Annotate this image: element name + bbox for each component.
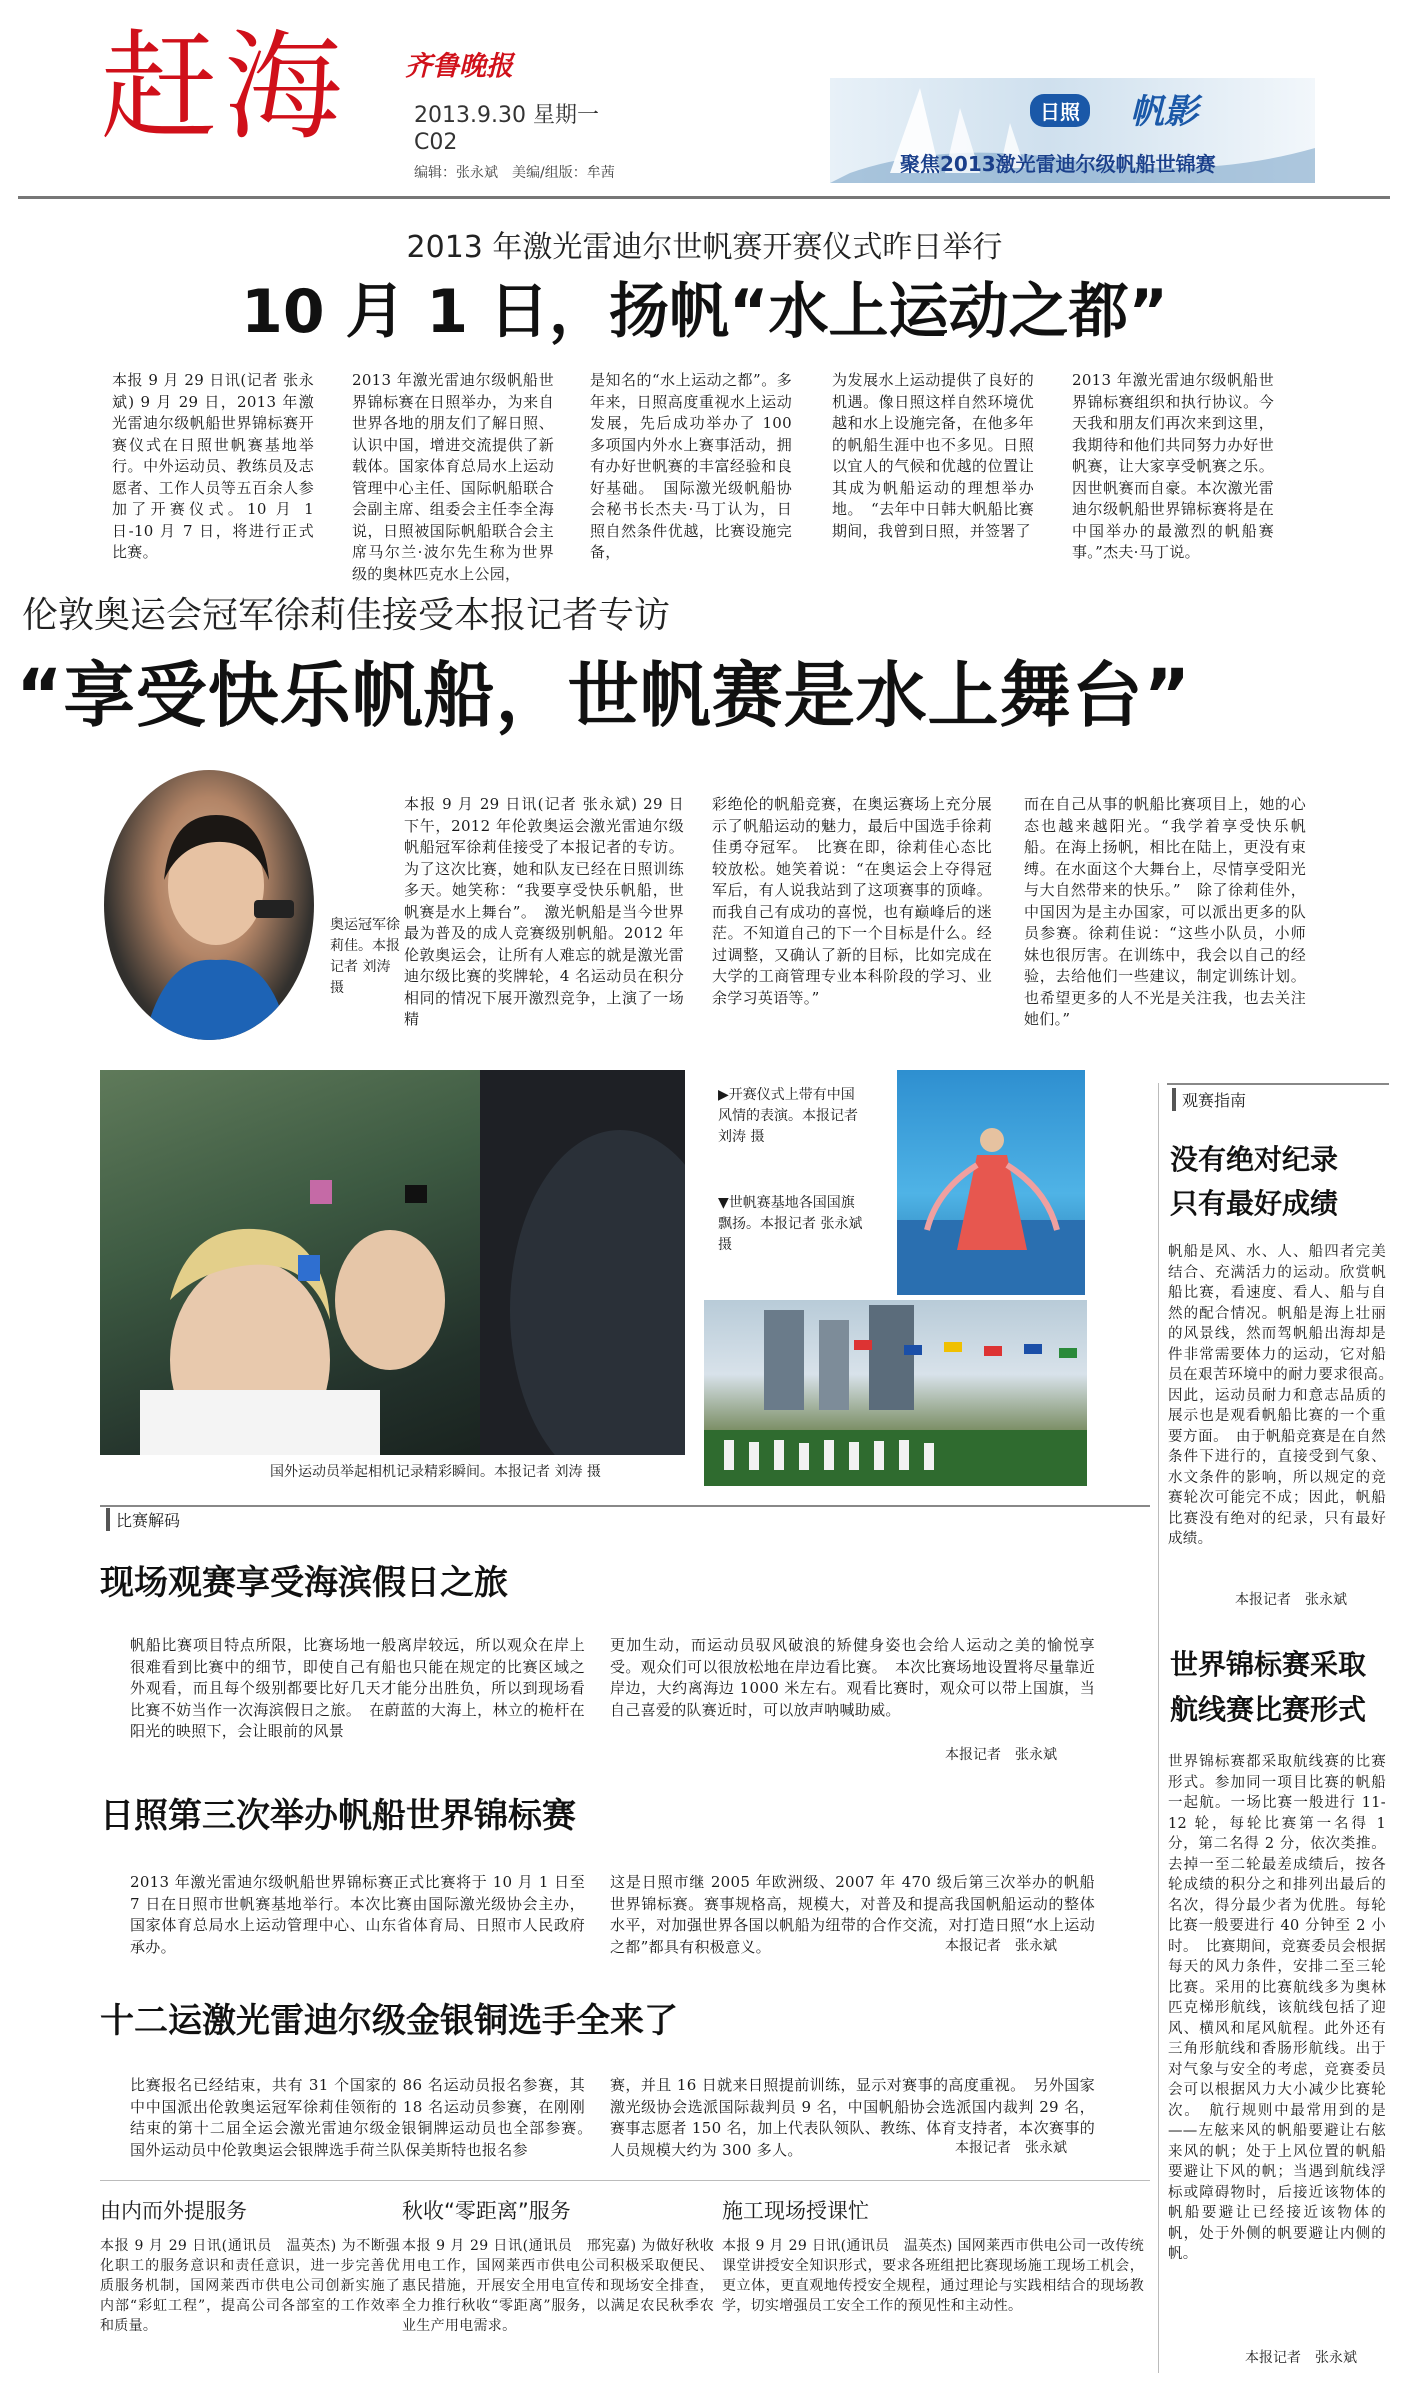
- photo-scene-icon: [100, 1070, 685, 1455]
- paper-logo: 齐鲁晚报: [405, 51, 513, 82]
- badge-rizhao: 日照: [1030, 94, 1090, 127]
- article1-kicker: 2013 年激光雷迪尔世帆赛开赛仪式昨日举行: [406, 230, 1003, 265]
- decode-s2-right: 这是日照市继 2005 年欧洲级、2007 年 470 级后第三次举办的帆船世界锦标赛。赛事规格高，规模大，对普及和提高我国帆船运动的整体水平，对加强世界各国以帆船为纽带的合作交流，对打造日照“水上运动之都”都具有积极意义。: [610, 1873, 1095, 1956]
- focus-line: 聚焦2013激光雷迪尔级帆船世锦赛: [900, 152, 1216, 176]
- badge-fanying: 帆影: [1130, 92, 1198, 132]
- flags-scene-icon: [704, 1300, 1087, 1486]
- masthead-banner: [830, 78, 1315, 183]
- section-title: 赶海: [100, 18, 349, 156]
- guide-byline-1: 本报记者 张永斌: [1235, 1592, 1347, 1608]
- brief-2-title: 秋收“零距离”服务: [402, 2199, 571, 2223]
- decode-s3-right: 赛，并且 16 日就来日照提前训练，显示对赛事的高度重视。 另外国家激光级协会选派国际裁判员 9 名，中国帆船协会选派国内裁判 29 名，赛事志愿者 150 名，加上代表队领队、教练、体育支持者，本次赛事的人员规模大约为 300 多人。: [610, 2076, 1095, 2159]
- article1-col-2: 2013 年激光雷迪尔级帆船世界锦标赛在日照举办，为来自世界各地的朋友们了解日照、认识中国，增进交流提供了新载体。国家体育总局水上运动管理中心主任、国际帆船联合会副主席、组委会主任李全海说，日照被国际帆船联合会主席马尔兰·波尔先生称为世界级的奥林匹克水上公园，: [352, 371, 554, 583]
- brief-1-title: 由内而外提服务: [100, 2199, 247, 2223]
- sidebar-divider: [1158, 1083, 1159, 2373]
- article1-col-5: 2013 年激光雷迪尔级帆船世界锦标赛组织和执行协议。今天我和朋友们再次来到这里，我期待和他们共同努力办好世帆赛，让大家享受帆赛之乐。因世帆赛而自豪。本次激光雷迪尔级帆船世界锦标赛将是在中国举办的最激烈的帆船赛事。”杰夫·马丁说。: [1072, 371, 1274, 561]
- portrait-photo: [104, 770, 314, 1040]
- photographers-caption: 国外运动员举起相机记录精彩瞬间。本报记者 刘涛 摄: [270, 1464, 601, 1480]
- issue-date: 2013.9.30 星期一: [414, 103, 599, 128]
- decode-s1-right: 更加生动，而运动员驭风破浪的矫健身姿也会给人运动之美的愉悦享受。观众们可以很放松地在岸边看比赛。 本次比赛场地设置将尽量靠近岸边，大约离海边 1000 米左右。观看比赛时，观众可以带上国旗，当自己喜爱的队赛近时，可以放声呐喊助威。: [610, 1636, 1095, 1719]
- guide-title-1a: 没有绝对纪录: [1170, 1143, 1339, 1176]
- guide-title-2b: 航线赛比赛形式: [1170, 1693, 1367, 1726]
- portrait-figure-icon: [104, 770, 314, 1040]
- flags-photo: [704, 1300, 1087, 1486]
- performance-photo: [897, 1070, 1085, 1295]
- article1-col-3: 是知名的“水上运动之都”。多年来，日照高度重视水上运动发展，先后成功举办了 100 多项国内外水上赛事活动，拥有办好世帆赛的丰富经验和良好基础。 国际激光级帆船协会秘书长杰夫·马丁认为，日照自然条件优越，比赛设施完备，: [590, 371, 792, 561]
- decode-top-rule: [100, 1505, 1150, 1507]
- article2-col-2: 彩绝伦的帆船竞赛，在奥运赛场上充分展示了帆船运动的魅力，最后中国选手徐莉佳勇夺冠军。 比赛在即，徐莉佳心态比较放松。她笑着说：“在奥运会上夺得冠军后，有人说我站到了这项赛事的顶峰。而我自己有成功的喜悦，也有巅峰后的迷茫。不知道自己的下一个目标是什么。经过调整，又确认了新的目标，比如完成在大学的工商管理专业本科阶段的学习、业余学习英语等。”: [712, 795, 992, 1007]
- guide-top-rule: [1167, 1083, 1389, 1085]
- guide-body-2: 世界锦标赛都采取航线赛的比赛形式。参加同一项目比赛的帆船一起航。一场比赛一般进行 11-12 轮，每轮比赛第一名得 1 分，第二名得 2 分，依次类推。去掉一至二轮最差成绩后，按各轮成绩的积分之和排列出最后的名次，得分最少者为优胜。每轮比赛一般要进行 40 分钟至 2 小时。 比赛期间，竞赛委员会根据每天的风力条件，安排二至三轮比赛。采用的比赛航线多为奥林匹克梯形航线，该航线包括了迎风、横风和尾风航程。此外还有三角形航线和香肠形航线。出于对气象与安全的考虑，竞赛委员会可以根据风力大小减少比赛轮次。 航行规则中最常用到的是——左舷来风的帆船要避让右舷来风的帆；处于上风位置的帆船要避让下风的帆；当遇到航线浮标或障碍物时，后接近该物体的帆船要避让已经接近该物体的帆，处于外侧的帆要避让内侧的帆。: [1168, 1754, 1386, 2262]
- decode-s2-title: 日照第三次举办帆船世界锦标赛: [100, 1796, 576, 1836]
- portrait-caption: 奥运冠军徐莉佳。本报记者 刘涛 摄: [330, 917, 400, 996]
- guide-body-1: 帆船是风、水、人、船四者完美结合、充满活力的运动。欣赏帆船比赛，看速度、看人、船与自然的配合情况。帆船是海上壮丽的风景线，然而驾帆船出海却是件非常需要体力的运动，它对船员在艰苦环境中的耐力要求很高。 因此，运动员耐力和意志品质的展示也是观看帆船比赛的一个重要方面。 由于帆船竞赛是在自然条件下进行的，直接受到气象、水文条件的影响，所以规定的竞赛轮次可能完不成；因此，帆船比赛没有绝对的纪录，只有最好成绩。: [1168, 1244, 1401, 1547]
- decode-s2-byline: 本报记者 张永斌: [945, 1938, 1057, 1954]
- page-number: C02: [414, 130, 458, 155]
- brief-2-body: 本报 9 月 29 日讯(通讯员 邢宪嘉) 为做好秋收用电工作，国网莱西市供电公司积极采取便民、惠民措施，开展安全用电宣传和现场安全排查，全力推行秋收“零距离”服务，以满足农民秋季农业生产用电需求。: [402, 2238, 714, 2334]
- decode-s1-title: 现场观赛享受海滨假日之旅: [100, 1563, 508, 1603]
- decode-s3-left: 比赛报名已经结束，共有 31 个国家的 86 名运动员报名参赛，其中中国派出伦敦奥运冠军徐莉佳领衔的 18 名运动员参赛，在刚刚结束的第十二届全运会激光雷迪尔级金银铜牌运动员也全部参赛。 国外运动员中伦敦奥运会银牌选手荷兰队保美斯特也报名参: [130, 2076, 601, 2159]
- guide-title-2a: 世界锦标赛采取: [1170, 1648, 1367, 1681]
- decode-s2-left: 2013 年激光雷迪尔级帆船世界锦标赛正式比赛将于 10 月 1 日至 7 日在日照市世帆赛基地举行。本次比赛由国际激光级协会主办，国家体育总局水上运动管理中心、山东省体育局、日照市人民政府承办。: [130, 1873, 585, 1956]
- article2-col-3: 而在自己从事的帆船比赛项目上，她的心态也越来越阳光。“我学着享受快乐帆船。在海上扬帆，相比在陆上，更没有束缚。在水面这个大舞台上，尽情享受阳光与大自然带来的快乐。” 除了徐莉佳外，中国因为是主办国家，可以派出更多的队员参赛。徐莉佳说：“这些小队员，小师妹也很厉害。在训练中，我会以自己的经验，去给他们一些建议，制定训练计划。也希望更多的人不光是关注我，也去关注她们。”: [1024, 795, 1306, 1028]
- article2-col-1: 本报 9 月 29 日讯(记者 张永斌) 29 日下午，2012 年伦敦奥运会激光雷迪尔级帆船冠军徐莉佳接受了本报记者的专访。为了这次比赛，她和队友已经在日照训练多天。她笑称：“我要享受快乐帆船，世帆赛是水上舞台”。 激光帆船是当今世界最为普及的成人竞赛级别帆船。2012 年伦敦奥运会，让所有人难忘的就是激光雷迪尔级比赛的奖牌轮，4 名运动员在积分相同的情况下展开激烈竞争，上演了一场精: [404, 795, 684, 1028]
- article1-col-4: 为发展水上运动提供了良好的机遇。像日照这样自然环境优越和水上设施完备，在他多年的帆船生涯中也不多见。日照以宜人的气候和优越的位置让其成为帆船运动的理想举办地。 “去年中日韩大帆船比赛期间，我曾到日照，并签署了: [832, 371, 1034, 540]
- bottom-rule: [100, 2180, 1150, 2181]
- guide-title-1b: 只有最好成绩: [1170, 1187, 1339, 1220]
- decode-s1-left: 帆船比赛项目特点所限，比赛场地一般离岸较远，所以观众在岸上很难看到比赛中的细节，即使自己有船也只能在规定的比赛区域之外观看，而且每个级别都要比好几天才能分出胜负，所以到现场看比赛不妨当作一次海滨假日之旅。 在蔚蓝的大海上，林立的桅杆在阳光的映照下，会让眼前的风景: [130, 1636, 585, 1740]
- guide-label: 观赛指南: [1172, 1088, 1252, 1111]
- article1-headline: 10 月 1 日，扬帆“水上运动之都”: [241, 277, 1168, 347]
- decode-s1-byline: 本报记者 张永斌: [945, 1747, 1057, 1763]
- masthead-rule: [18, 196, 1390, 199]
- decode-label: 比赛解码: [106, 1508, 186, 1531]
- article2-headline: “享受快乐帆船，世帆赛是水上舞台”: [16, 654, 1192, 737]
- side-caption-1: ▶开赛仪式上带有中国风情的表演。本报记者 刘涛 摄: [718, 1087, 858, 1145]
- editors-line: 编辑：张永斌 美编/组版：牟茜: [414, 165, 615, 181]
- side-caption-2: ▼世帆赛基地各国国旗飘扬。本报记者 张永斌 摄: [718, 1195, 863, 1253]
- decode-s3-title: 十二运激光雷迪尔级金银铜选手全来了: [100, 2001, 678, 2041]
- brief-3-body: 本报 9 月 29 日讯(通讯员 温英杰) 国网莱西市供电公司一改传统课堂讲授安全知识形式，要求各班组把比赛现场施工现场工机会，更立体，更直观地传授安全规程，通过理论与实践相结合的现场教学，切实增强员工安全工作的预见性和主动性。: [722, 2238, 1144, 2314]
- decode-s3-byline: 本报记者 张永斌: [955, 2140, 1067, 2156]
- brief-1-body: 本报 9 月 29 日讯(通讯员 温英杰) 为不断强化职工的服务意识和责任意识，进一步完善优质服务机制，国网莱西市供电公司创新实施了内部“彩虹工程”，提高公司各部室的工作效率和质量。: [100, 2238, 400, 2334]
- dancer-icon: [897, 1070, 1085, 1295]
- article1-col-1: 本报 9 月 29 日讯(记者 张永斌) 9 月 29 日，2013 年激光雷迪尔级帆船世界锦标赛开赛仪式在日照世帆赛基地举行。中外运动员、教练员及志愿者、工作人员等五百余人参加了开赛仪式。10 月 1 日-10 月 7 日，将进行正式比赛。: [112, 371, 314, 561]
- article2-kicker: 伦敦奥运会冠军徐莉佳接受本报记者专访: [22, 595, 671, 636]
- photographers-photo: [100, 1070, 685, 1455]
- brief-3-title: 施工现场授课忙: [722, 2199, 869, 2223]
- guide-byline-2: 本报记者 张永斌: [1245, 2350, 1357, 2366]
